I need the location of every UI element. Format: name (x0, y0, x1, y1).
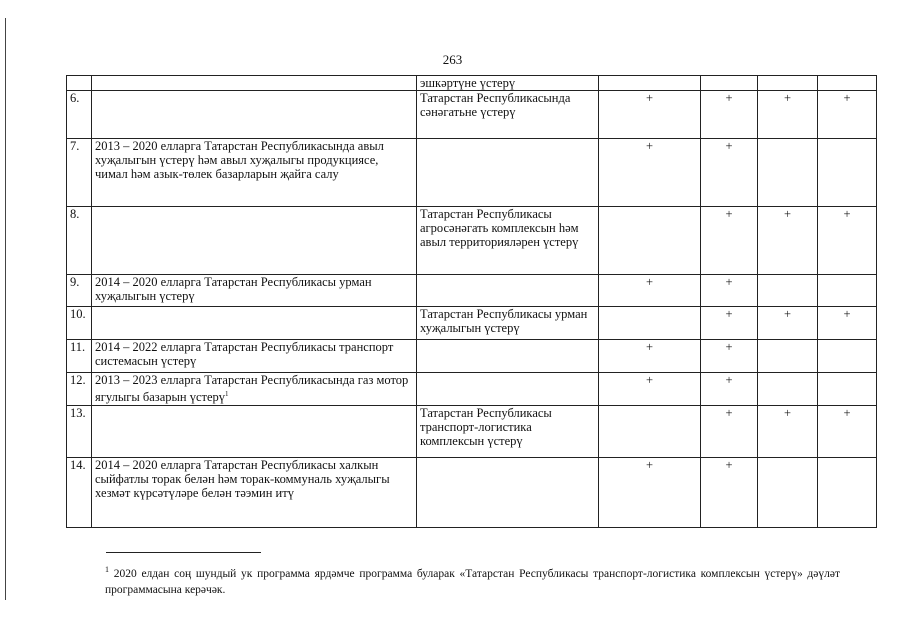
subprogram-cell: Татарстан Республикасы транспорт-логистика комплексын үстерү (417, 406, 599, 458)
mark-cell (599, 207, 701, 275)
row-number: 12. (67, 373, 92, 406)
mark-cell: + (599, 340, 701, 373)
program-cell (92, 307, 417, 340)
mark-cell (758, 458, 818, 528)
mark-cell: + (758, 91, 818, 139)
mark-cell: + (599, 373, 701, 406)
mark-cell: + (701, 207, 758, 275)
mark-cell: + (599, 275, 701, 307)
row-number: 8. (67, 207, 92, 275)
subprogram-cell: Татарстан Республикасы урман хуҗалыгын үстерү (417, 307, 599, 340)
table-row (67, 275, 877, 307)
mark-cell: + (701, 275, 758, 307)
mark-cell (758, 139, 818, 207)
page-number: 263 (442, 52, 463, 67)
mark-cell (818, 373, 877, 406)
program-cell (92, 91, 417, 139)
program-cell (92, 207, 417, 275)
mark-cell (818, 458, 877, 528)
mark-cell: + (818, 406, 877, 458)
row-number (67, 76, 92, 91)
program-cell: 2014 – 2020 елларга Татарстан Республикасы урман хуҗалыгын үстерү (92, 275, 417, 307)
mark-cell: + (701, 139, 758, 207)
subprogram-cell (417, 139, 599, 207)
subprogram-cell (417, 275, 599, 307)
mark-cell (818, 139, 877, 207)
footnote (105, 562, 840, 598)
mark-cell: + (701, 340, 758, 373)
mark-cell: + (701, 307, 758, 340)
mark-cell: + (818, 207, 877, 275)
program-cell: 2014 – 2020 елларга Татарстан Республикасы халкын сыйфатлы торак белән һәм торак-коммуналь хуҗалыгы хезмәт күрсәтүләре белән тәэмин итү (92, 458, 417, 528)
table-row (67, 76, 877, 91)
subprogram-cell (417, 458, 599, 528)
mark-cell (599, 307, 701, 340)
row-number: 13. (67, 406, 92, 458)
program-cell: 2013 – 2020 елларга Татарстан Республикасында авыл хуҗалыгын үстерү һәм авыл хуҗалыгы продукциясе, чимал һәм азык-төлек базарларын җайга салу (92, 139, 417, 207)
mark-cell (599, 406, 701, 458)
program-cell: 2014 – 2022 елларга Татарстан Республикасы транспорт системасын үстерү (92, 340, 417, 373)
program-cell (92, 76, 417, 91)
mark-cell (818, 76, 877, 91)
footnote-divider (106, 552, 261, 553)
table-row (67, 458, 877, 528)
scan-edge-line (5, 18, 6, 600)
row-number: 11. (67, 340, 92, 373)
mark-cell: + (758, 406, 818, 458)
table-row (67, 373, 877, 406)
mark-cell: + (701, 373, 758, 406)
row-number: 7. (67, 139, 92, 207)
mark-cell (758, 275, 818, 307)
mark-cell (758, 340, 818, 373)
row-number: 6. (67, 91, 92, 139)
mark-cell: + (758, 207, 818, 275)
row-number: 9. (67, 275, 92, 307)
subprogram-cell (417, 373, 599, 406)
table-row (67, 340, 877, 373)
table-row (67, 307, 877, 340)
mark-cell (758, 76, 818, 91)
subprogram-cell (417, 340, 599, 373)
programs-table (66, 75, 877, 528)
table-row (67, 207, 877, 275)
mark-cell: + (701, 406, 758, 458)
table-row (67, 406, 877, 458)
mark-cell: + (818, 307, 877, 340)
mark-cell: + (599, 91, 701, 139)
program-cell (92, 406, 417, 458)
mark-cell: + (701, 91, 758, 139)
subprogram-cell: эшкәртүне үстерү (417, 76, 599, 91)
mark-cell (599, 76, 701, 91)
mark-cell: + (701, 458, 758, 528)
mark-cell (758, 373, 818, 406)
subprogram-cell: Татарстан Республикасында сәнәгатьне үстерү (417, 91, 599, 139)
program-cell (92, 373, 417, 406)
row-number: 10. (67, 307, 92, 340)
mark-cell: + (818, 91, 877, 139)
mark-cell: + (758, 307, 818, 340)
row-number: 14. (67, 458, 92, 528)
mark-cell (818, 275, 877, 307)
footnote-ref: 1 (225, 390, 229, 398)
footnote-text: 2020 елдан соң шундый ук программа ярдәмче программа буларак «Татарстан Республикасы транспорт-логистика комплексын үстерү» дәүләт программасына керәчәк. (105, 567, 840, 596)
footnote-marker: 1 (105, 565, 109, 574)
subprogram-cell: Татарстан Республикасы агросәнәгать комплексын һәм авыл территорияләрен үстерү (417, 207, 599, 275)
program-text: 2013 – 2023 елларга Татарстан Республикасында газ мотор ягулыгы базарын үстерү (95, 373, 409, 405)
table-row (67, 139, 877, 207)
mark-cell: + (599, 458, 701, 528)
mark-cell: + (599, 139, 701, 207)
table-row (67, 91, 877, 139)
mark-cell (818, 340, 877, 373)
mark-cell (701, 76, 758, 91)
